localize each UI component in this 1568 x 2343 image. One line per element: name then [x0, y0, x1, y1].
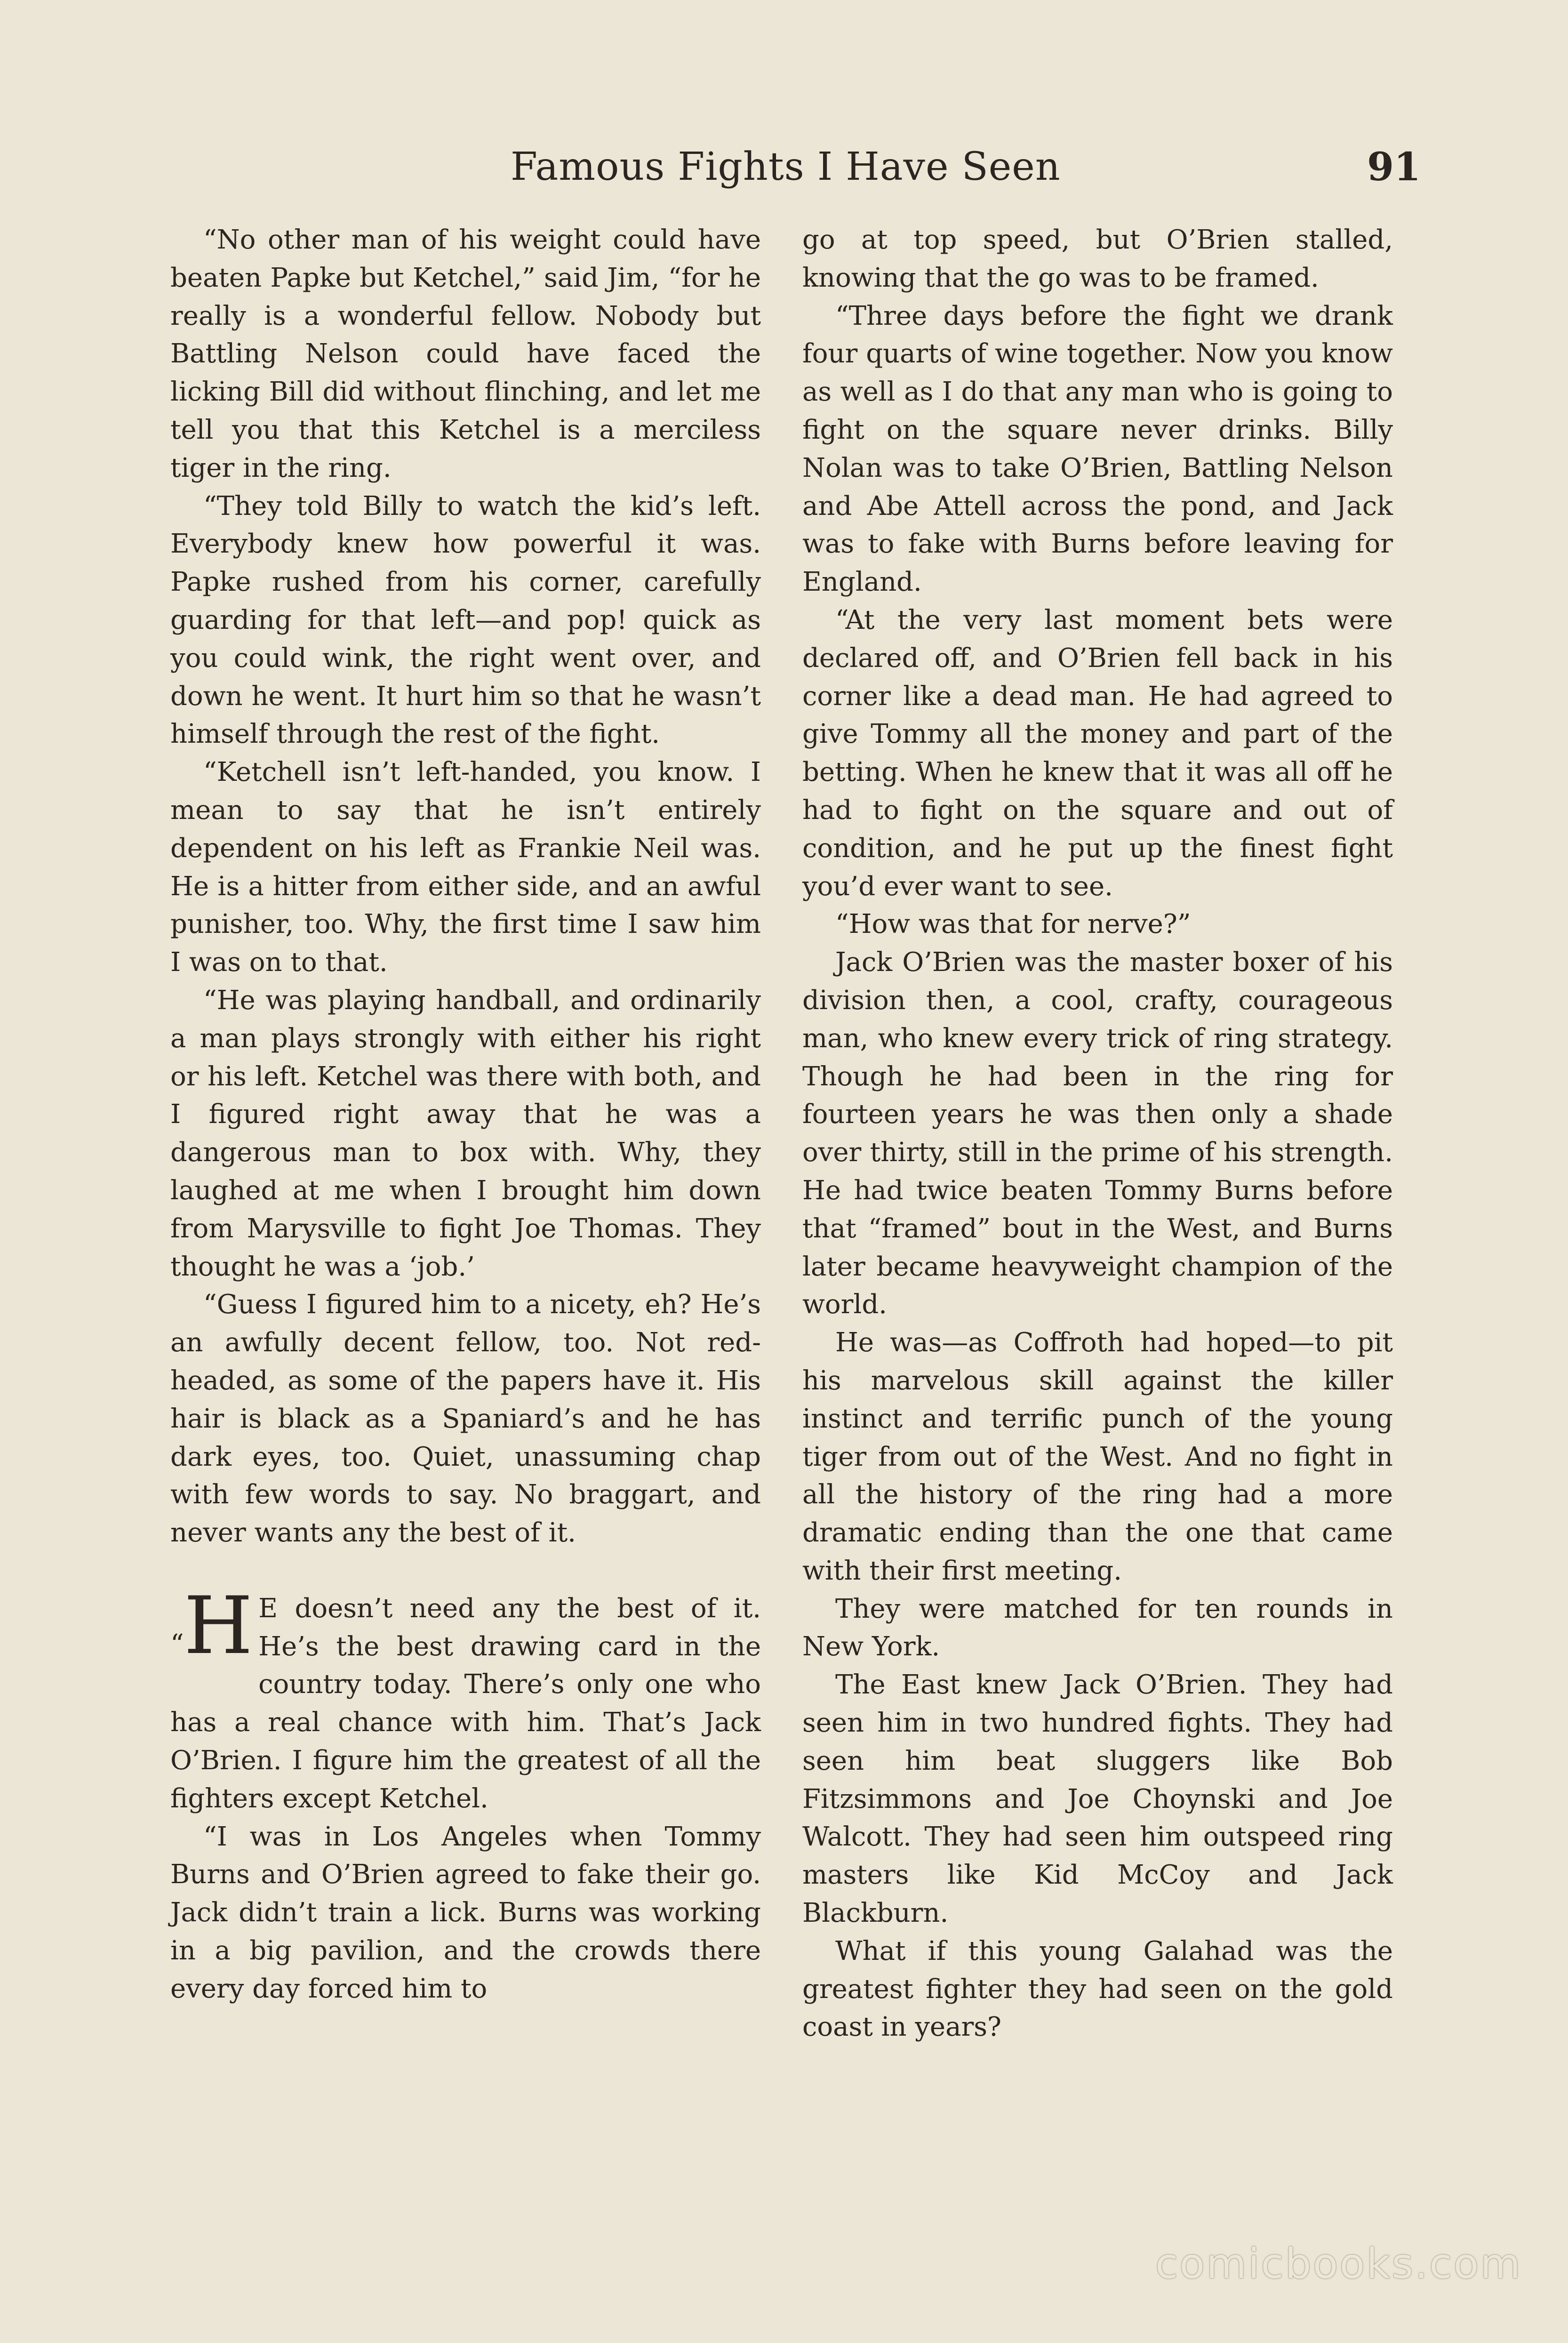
paragraph: “Guess I figured him to a nicety, eh? He’s an awfully decent fellow, too. Not red-headed, as some of the papers have it. His hair is black as a Spaniard’s and he has dark eyes, too. Quiet, unassuming chap with few words to say. No braggart, and never wants any the best of it. [170, 1289, 761, 1549]
paragraph: “Three days before the fight we drank four quarts of wine together. Now you know as well as I do that any man who is going to fight on the square never drinks. Billy Nolan was to take O’Brien, Battling Nelson and Abe Attell across the pond, and Jack was to fake with Burns before leaving for England. [802, 300, 1393, 598]
page-header [0, 134, 1568, 200]
watermark: comicbooks.com [1155, 2239, 1522, 2288]
paragraph-text: E doesn’t need any the best of it. He’s the best drawing card in the country today. There’s only one who has a real chance with him. That’s Jack O’Brien. I figure him the greatest of all the fighters except Ketchel. [170, 1593, 761, 1814]
opening-quote: “ [170, 1629, 184, 1660]
paragraph: “I was in Los Angeles when Tommy Burns and O’Brien agreed to fake their go. Jack didn’t train a lick. Burns was working in a big pavilion, and the crowds there every day forced him to [170, 1821, 761, 2004]
paragraph: They were matched for ten rounds in New York. [802, 1593, 1393, 1662]
paragraph: Jack O’Brien was the master boxer of his division then, a cool, crafty, courageous man, who knew every trick of ring strategy. Though he had been in the ring for fourteen years he was then only a shade over thirty, still in the prime of his strength. He had twice beaten Tommy Burns before that “framed” bout in the West, and Burns later became heavyweight champion of the world. [802, 947, 1393, 1320]
section-opening-paragraph [170, 1579, 761, 1818]
drop-cap [170, 1579, 253, 1677]
paragraph: “How was that for nerve?” [835, 909, 1191, 940]
paragraph: “They told Billy to watch the kid’s left. Everybody knew how powerful it was. Papke rushed from his corner, carefully guarding for that left—and pop! quick as you could wink, the right went over, and down he went. It hurt him so that he wasn’t himself through the rest of the fight. [170, 490, 761, 750]
paragraph: “No other man of his weight could have beaten Papke but Ketchel,” said Jim, “for he really is a wonderful fellow. Nobody but Battling Nelson could have faced the licking Bill did without flinching, and let me tell you that this Ketchel is a merciless tiger in the ring. [170, 225, 761, 483]
page-number: 91 [1367, 144, 1421, 190]
paragraph: go at top speed, but O’Brien stalled, knowing that the go was to be framed. [802, 225, 1393, 293]
paragraph: The East knew Jack O’Brien. They had seen him in two hundred fights. They had seen him beat sluggers like Bob Fitzsimmons and Joe Choynski and Joe Walcott. They had seen him outspeed ring masters like Kid McCoy and Jack Blackburn. [802, 1669, 1393, 1929]
drop-cap-letter: H [184, 1579, 253, 1672]
paragraph: “Ketchell isn’t left-handed, you know. I mean to say that he isn’t entirely dependent on his left as Frankie Neil was. He is a hitter from either side, and an awful punisher, too. Why, the first time I saw him I was on to that. [170, 757, 761, 978]
paragraph: “At the very last moment bets were declared off, and O’Brien fell back in his corner like a dead man. He had agreed to give Tommy all the money and part of the betting. When he knew that it was all off he had to fight on the square and out of condition, and he put up the finest fight you’d ever want to see. [802, 604, 1393, 902]
paragraph: He was—as Coffroth had hoped—to pit his marvelous skill against the killer instinct and terrific punch of the young tiger from out of the West. And no fight in all the history of the ring had a more dramatic ending than the one that came with their first meeting. [802, 1327, 1393, 1586]
paragraph: What if this young Galahad was the greatest fighter they had seen on the gold coast in years? [802, 1935, 1393, 2043]
paragraph: “He was playing handball, and ordinarily a man plays strongly with either his right or his left. Ketchel was there with both, and I figured right away that he was a dangerous man to box with. Why, they laughed at me when I brought him down from Marysville to fight Joe Thomas. They thought he was a ‘job.’ [170, 985, 761, 1282]
running-title: Famous Fights I Have Seen [511, 144, 1061, 189]
left-column [170, 221, 761, 2008]
right-column [802, 221, 1393, 2046]
